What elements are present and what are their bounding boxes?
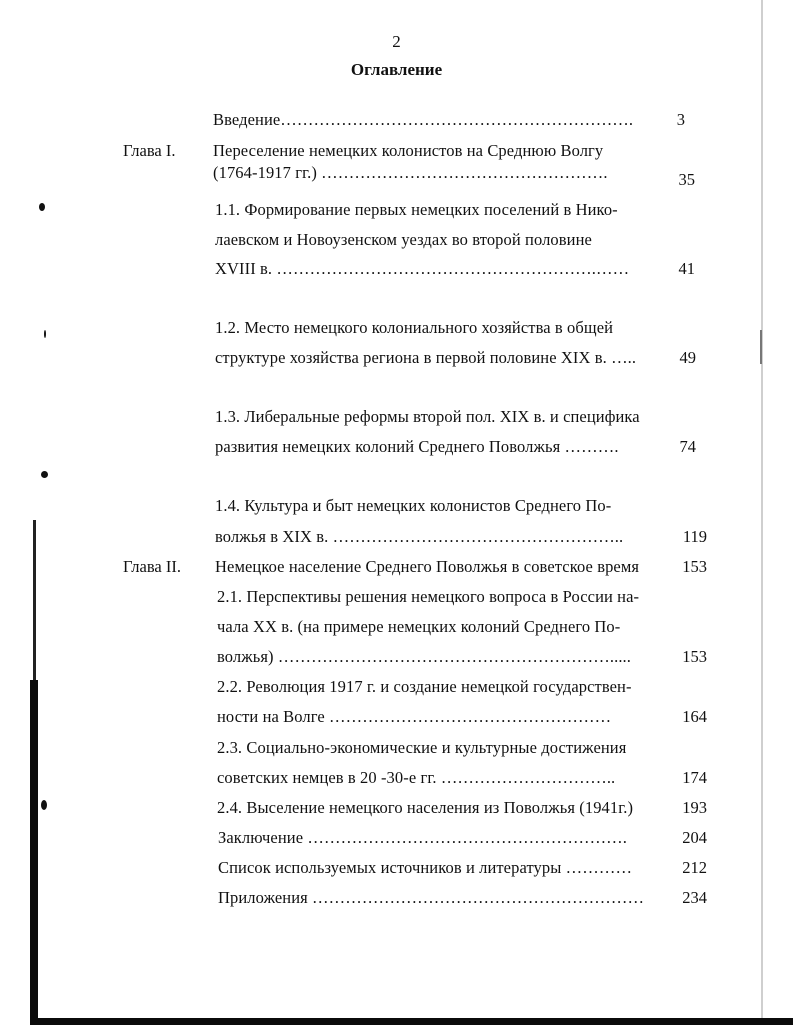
section-1-2-line2: структуре хозяйства региона в первой половине XIX в. ….. (215, 348, 637, 367)
section-1-2-page: 49 (679, 348, 696, 367)
section-2-3-page: 174 (682, 768, 707, 787)
toc-intro-page: 3 (676, 110, 685, 129)
toc-appendix-page: 234 (682, 888, 707, 907)
scan-edge-bottom (30, 1018, 793, 1025)
section-2-1-line3: волжья) ……………………………………………………..... (217, 647, 632, 666)
toc-intro: Введение………………………………………………………. (213, 110, 634, 129)
section-1-4-line1: 1.4. Культура и быт немецких колонистов Среднего По- (215, 496, 612, 515)
section-2-1-line2: чала XX в. (на примере немецких колоний Среднего По- (217, 617, 621, 636)
scan-edge-right (761, 0, 763, 1025)
section-2-2-line1: 2.2. Революция 1917 г. и создание немецкой государствен- (217, 677, 632, 696)
section-1-4-page: 119 (682, 527, 707, 546)
section-1-1-line1: 1.1. Формирование первых немецких поселений в Нико- (215, 200, 618, 219)
scan-speck (41, 800, 47, 810)
scan-edge-left-faint (33, 520, 36, 690)
chapter-1-title: Переселение немецких колонистов на Среднюю Волгу (213, 141, 604, 160)
section-1-4-line2: волжья в XIX в. …………………………………………….. (215, 527, 624, 546)
toc-appendix: Приложения …………………………………………………… (218, 888, 645, 907)
section-2-3-line1: 2.3. Социально-экономические и культурные достижения (217, 738, 627, 757)
section-2-2-line2: ности на Волге …………………………………………… (217, 707, 612, 726)
section-2-1-page: 153 (682, 647, 707, 666)
toc-conclusion: Заключение …………………………………………………. (218, 828, 627, 847)
toc-sources-page: 212 (682, 858, 707, 877)
section-2-1-line1: 2.1. Перспективы решения немецкого вопроса в России на- (217, 587, 640, 606)
toc-sources: Список используемых источников и литературы ………… (218, 858, 633, 877)
chapter-1-page: 35 (678, 170, 695, 189)
chapter-1-title-cont: (1764-1917 гг.) ……………………………………………. (213, 163, 608, 182)
section-1-3-line2: развития немецких колоний Среднего Поволжья ………. (215, 437, 619, 456)
section-2-3-line2: советских немцев в 20 -30-е гг. ………………………….. (217, 768, 616, 787)
page-number: 2 (392, 32, 401, 51)
section-1-3-line1: 1.3. Либеральные реформы второй пол. XIX в. и специфика (215, 407, 640, 426)
section-2-4-page: 193 (682, 798, 707, 817)
chapter-2-label: Глава II. (123, 557, 181, 576)
scan-speck (44, 330, 46, 338)
section-2-2-page: 164 (682, 707, 707, 726)
chapter-1-label: Глава I. (123, 141, 176, 160)
scan-mark-right (760, 330, 762, 364)
page-title: Оглавление (350, 60, 443, 79)
section-1-1-line3: XVIII в. ………………………………………………….…… (215, 259, 630, 278)
section-1-3-page: 74 (679, 437, 696, 456)
chapter-2-page: 153 (682, 557, 707, 576)
section-1-1-page: 41 (678, 259, 695, 278)
scan-speck (39, 203, 45, 211)
toc-conclusion-page: 204 (682, 828, 707, 847)
section-1-2-line1: 1.2. Место немецкого колониального хозяйства в общей (215, 318, 614, 337)
scan-edge-left (30, 680, 38, 1025)
scan-speck (41, 471, 48, 478)
section-1-1-line2: лаевском и Новоузенском уездах во второй половине (215, 230, 592, 249)
section-2-4: 2.4. Выселение немецкого населения из Поволжья (1941г.) (217, 798, 634, 817)
chapter-2-title: Немецкое население Среднего Поволжья в советское время (215, 557, 640, 576)
